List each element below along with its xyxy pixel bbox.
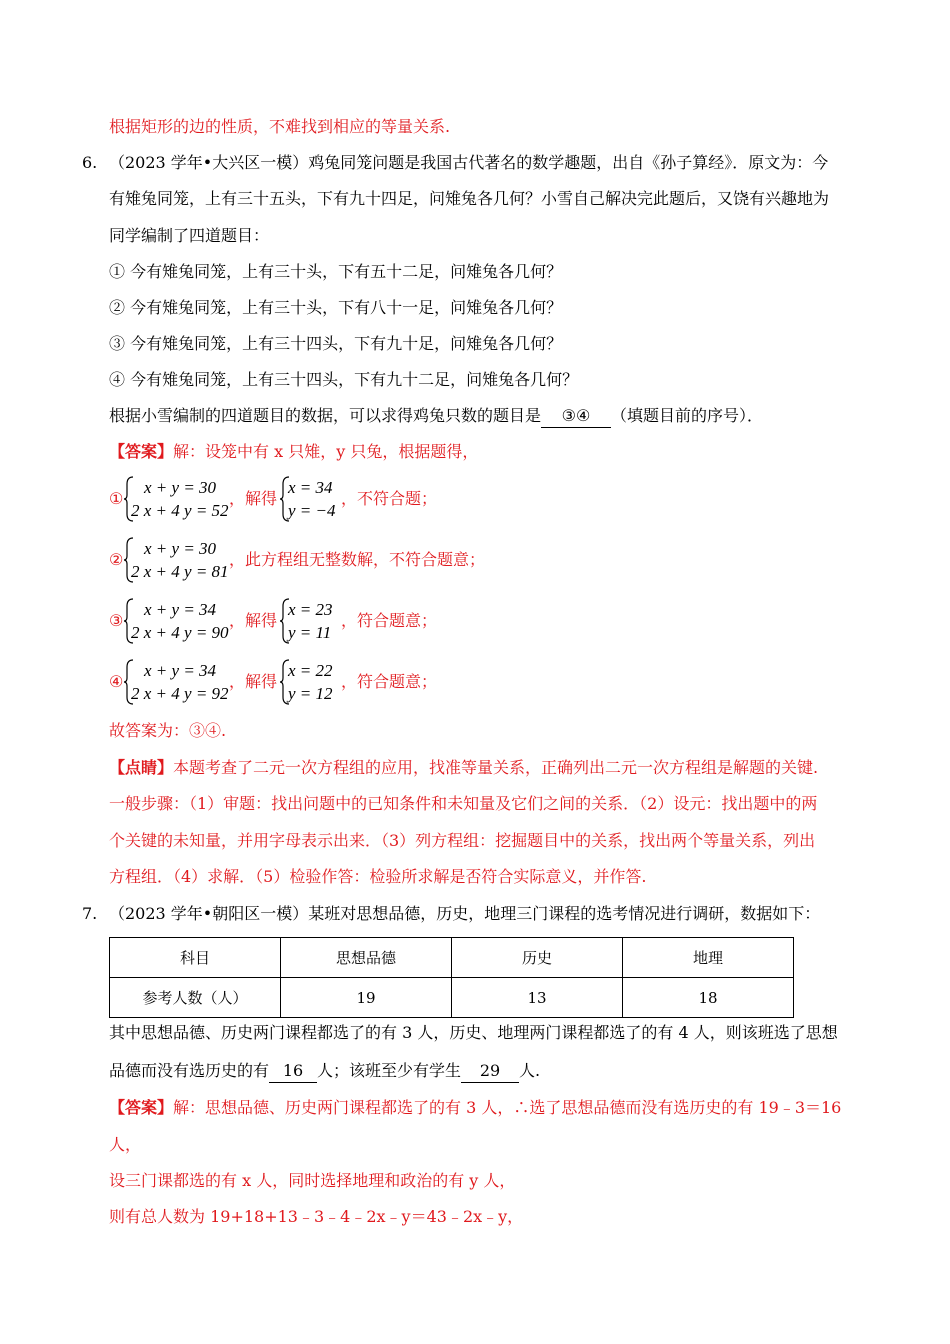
q6-item-2: ② 今有雉兔同笼，上有三十头，下有八十一足，问雉兔各几何？ bbox=[109, 298, 563, 317]
system-2-equations bbox=[131, 537, 229, 583]
table-header-cell: 思想品德 bbox=[281, 938, 452, 978]
q6-system-3 bbox=[109, 598, 709, 646]
q6-prompt-before: 根据小雪编制的四道题目的数据，可以求得鸡兔只数的题目是 bbox=[109, 406, 542, 425]
system-1-eq1: x + y = 30 bbox=[144, 478, 217, 497]
q6-comment-tag: 【点睛】 bbox=[109, 758, 174, 777]
table-cell: 13 bbox=[452, 978, 623, 1018]
table-header-cell: 地理 bbox=[623, 938, 794, 978]
system-3-solution bbox=[288, 598, 333, 644]
q6-comment-line-3: 个关键的未知量，并用字母表示出来．（3）列方程组：挖掘题目中的关系，找出两个等量关系，列出 bbox=[109, 831, 816, 850]
q6-answer-blank: ③④ bbox=[541, 405, 611, 428]
q7-answer-line-3: 设三门课都选的有 x 人，同时选择地理和政治的有 y 人， bbox=[109, 1171, 516, 1190]
q6-system-1 bbox=[109, 476, 709, 524]
system-1-solution bbox=[288, 476, 336, 522]
table-row bbox=[110, 978, 794, 1018]
system-3-mid: ，解得 bbox=[229, 611, 278, 630]
q7-text-2 bbox=[109, 1060, 540, 1083]
system-3-equations bbox=[131, 598, 229, 644]
system-3-sol2: y = 11 bbox=[288, 623, 332, 642]
q7-answer-line-2: 人， bbox=[109, 1135, 142, 1154]
system-4-eq1: x + y = 34 bbox=[144, 661, 217, 680]
system-4-sol2: y = 12 bbox=[288, 684, 333, 703]
system-3-sol1: x = 23 bbox=[288, 600, 333, 619]
q7-text-1: 其中思想品德、历史两门课程都选了的有 3 人，历史、地理两门课程都选了的有 4 人，则该班选了思想 bbox=[109, 1023, 838, 1042]
q7-number: 7. bbox=[82, 904, 98, 923]
system-1-equations bbox=[131, 476, 229, 522]
system-1-tail: ，不符合题； bbox=[341, 489, 438, 508]
system-1-sol1: x = 34 bbox=[288, 478, 333, 497]
system-3-label: ③ bbox=[109, 611, 124, 630]
q7-text-2b: 人；该班至少有学生 bbox=[317, 1061, 462, 1080]
q6-item-3: ③ 今有雉兔同笼，上有三十四头，下有九十足，问雉兔各几何？ bbox=[109, 334, 563, 353]
system-3-eq2: 2 x + 4 y = 90 bbox=[131, 623, 229, 642]
system-4-sol1: x = 22 bbox=[288, 661, 333, 680]
system-2-eq1: x + y = 30 bbox=[144, 539, 217, 558]
system-1-eq2: 2 x + 4 y = 52 bbox=[131, 501, 229, 520]
system-2-eq2: 2 x + 4 y = 81 bbox=[131, 562, 229, 581]
table-header-cell: 科目 bbox=[110, 938, 281, 978]
system-1-mid: ，解得 bbox=[229, 489, 278, 508]
table-cell: 参考人数（人） bbox=[110, 978, 281, 1018]
table-header-row bbox=[110, 938, 794, 978]
q6-answer-tag: 【答案】 bbox=[109, 442, 174, 461]
q6-comment-text-1: 本题考查了二元一次方程组的应用，找准等量关系，正确列出二元一次方程组是解题的关键. bbox=[173, 758, 819, 777]
system-4-label: ④ bbox=[109, 672, 124, 691]
q6-answer-intro-line bbox=[109, 441, 478, 463]
system-4-eq2: 2 x + 4 y = 92 bbox=[131, 684, 229, 703]
system-1-sol2: y = −4 bbox=[288, 501, 336, 520]
q6-prompt bbox=[109, 405, 763, 428]
q7-blank-2: 29 bbox=[461, 1060, 519, 1083]
table-cell: 19 bbox=[281, 978, 452, 1018]
q6-line-1: （2023 学年•大兴区一模）鸡兔同笼问题是我国古代著名的数学趣题，出自《孙子算经》．原文为：今 bbox=[109, 153, 829, 172]
q6-item-4: ④ 今有雉兔同笼，上有三十四头，下有九十二足，问雉兔各几何？ bbox=[109, 370, 579, 389]
q7-answer-line-1 bbox=[109, 1097, 841, 1119]
system-4-tail: ，符合题意； bbox=[341, 672, 438, 691]
q7-answer-line-4: 则有总人数为 19+18+13﹣3﹣4﹣2x﹣y＝43﹣2x﹣y， bbox=[109, 1207, 524, 1226]
q7-answer-tag: 【答案】 bbox=[109, 1098, 174, 1117]
q7-text-2a: 品德而没有选历史的有 bbox=[109, 1061, 270, 1080]
system-4-solution bbox=[288, 659, 333, 705]
q6-system-4 bbox=[109, 659, 709, 707]
q7-answer-text-1: 解：思想品德、历史两门课程都选了的有 3 人，∴选了思想品德而没有选历史的有 19﹣3＝16 bbox=[173, 1098, 842, 1117]
system-3-eq1: x + y = 34 bbox=[144, 600, 217, 619]
q6-system-2 bbox=[109, 537, 709, 585]
system-3-tail: ，符合题意； bbox=[341, 611, 438, 630]
q7-text-2c: 人. bbox=[519, 1061, 541, 1080]
system-4-mid: ，解得 bbox=[229, 672, 278, 691]
table-cell: 18 bbox=[623, 978, 794, 1018]
system-2-tail: ，此方程组无整数解，不符合题意； bbox=[229, 550, 486, 569]
table-header-cell: 历史 bbox=[452, 938, 623, 978]
q7-table bbox=[109, 937, 794, 1018]
q6-item-1: ① 今有雉兔同笼，上有三十头，下有五十二足，问雉兔各几何？ bbox=[109, 262, 563, 281]
q6-comment-line-1 bbox=[109, 757, 818, 779]
q6-conclusion: 故答案为：③④. bbox=[109, 721, 227, 740]
q6-comment-line-2: 一般步骤：（1）审题：找出问题中的已知条件和未知量及它们之间的关系．（2）设元：找出题中的两 bbox=[109, 794, 818, 813]
q6-number: 6. bbox=[82, 153, 98, 172]
system-2-label: ② bbox=[109, 550, 124, 569]
q6-line-3: 同学编制了四道题目： bbox=[109, 226, 270, 245]
q7-blank-1: 16 bbox=[269, 1060, 317, 1083]
q5-explanation-tail: 根据矩形的边的性质，不难找到相应的等量关系. bbox=[109, 117, 451, 136]
q7-intro: （2023 学年•朝阳区一模）某班对思想品德，历史，地理三门课程的选考情况进行调研，数据如下： bbox=[109, 904, 821, 923]
q6-line-2: 有雉兔同笼，上有三十五头，下有九十四足，问雉兔各几何？小雪自己解决完此题后，又饶有兴趣地为 bbox=[109, 189, 830, 208]
system-1-label: ① bbox=[109, 489, 124, 508]
q6-comment-line-4: 方程组．（4）求解．（5）检验作答：检验所求解是否符合实际意义，并作答. bbox=[109, 867, 647, 886]
q6-answer-intro: 解：设笼中有 x 只雉，y 只兔，根据题得， bbox=[173, 442, 479, 461]
system-4-equations bbox=[131, 659, 229, 705]
q6-prompt-after: （填题目前的序号）． bbox=[611, 406, 764, 425]
